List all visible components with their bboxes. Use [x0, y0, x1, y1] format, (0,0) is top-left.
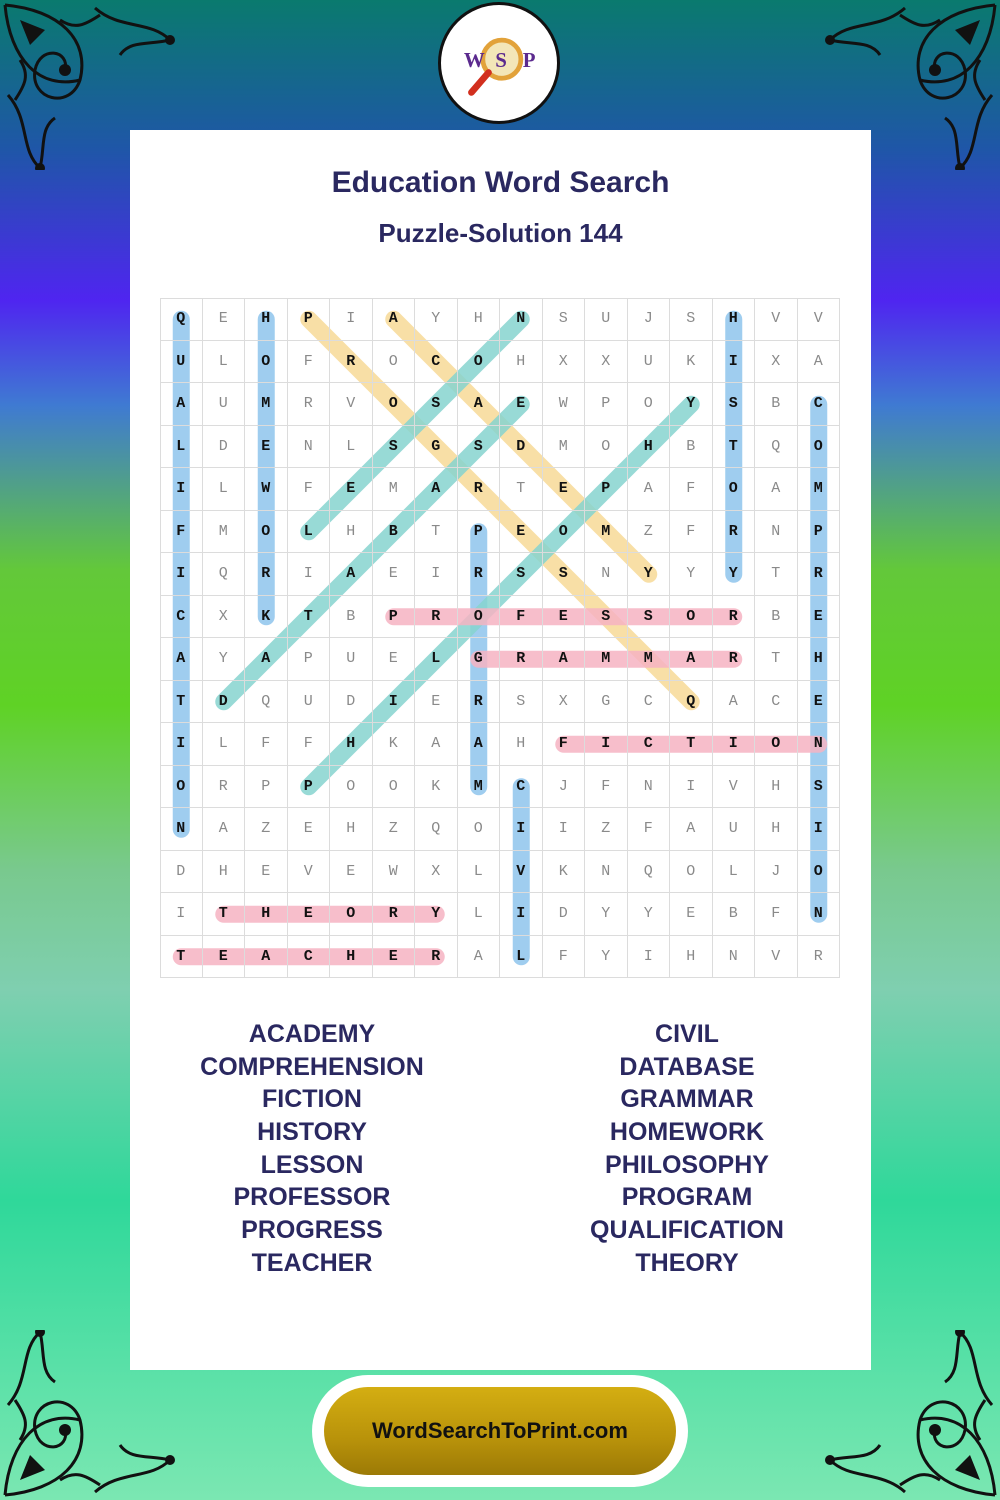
grid-cell: X — [203, 596, 246, 639]
grid-cell: H — [798, 638, 841, 681]
grid-cell: H — [628, 426, 671, 469]
grid-cell: F — [160, 511, 203, 554]
grid-cell: P — [585, 468, 628, 511]
grid-cell: R — [713, 511, 756, 554]
grid-cell: A — [160, 638, 203, 681]
grid-cell: N — [288, 426, 331, 469]
grid-cell: A — [245, 936, 288, 979]
grid-cell: N — [585, 553, 628, 596]
grid-cell: R — [373, 893, 416, 936]
grid-cell: H — [458, 298, 501, 341]
word-item: PROFESSOR — [233, 1183, 391, 1212]
grid-cell: G — [585, 681, 628, 724]
grid-cell: H — [330, 936, 373, 979]
grid-cell: F — [245, 723, 288, 766]
grid-cell: H — [670, 936, 713, 979]
grid-cell: M — [628, 638, 671, 681]
word-item: PHILOSOPHY — [605, 1150, 769, 1179]
grid-cell: M — [203, 511, 246, 554]
grid-cell: D — [330, 681, 373, 724]
grid-cell: E — [288, 808, 331, 851]
grid-cell: O — [755, 723, 798, 766]
word-item: CIVIL — [655, 1020, 719, 1048]
grid-cell: S — [415, 383, 458, 426]
page-subtitle: Puzzle-Solution 144 — [378, 218, 623, 248]
grid-cell: I — [160, 553, 203, 596]
grid-cell: S — [500, 553, 543, 596]
grid-cell: E — [500, 511, 543, 554]
grid-cell: M — [585, 511, 628, 554]
grid-cell: Y — [585, 936, 628, 979]
grid-cell: I — [288, 553, 331, 596]
grid-cell: P — [798, 511, 841, 554]
grid-cell: W — [373, 851, 416, 894]
grid-cell: A — [798, 341, 841, 384]
grid-cell: E — [543, 468, 586, 511]
grid-cell: H — [330, 808, 373, 851]
grid-cell: I — [713, 723, 756, 766]
grid-cell: B — [670, 426, 713, 469]
grid-cell: U — [628, 341, 671, 384]
grid-cell: D — [160, 851, 203, 894]
grid-cell: L — [458, 893, 501, 936]
grid-cell: O — [628, 383, 671, 426]
grid-cell: O — [798, 426, 841, 469]
grid-cell: N — [713, 936, 756, 979]
grid-cell: R — [458, 681, 501, 724]
grid-cell: J — [543, 766, 586, 809]
grid-cell: I — [798, 808, 841, 851]
grid-cell: F — [543, 936, 586, 979]
grid-cell: X — [415, 851, 458, 894]
grid-cell: K — [670, 341, 713, 384]
grid-cell: R — [458, 553, 501, 596]
grid-cell: H — [245, 893, 288, 936]
grid-cell: L — [330, 426, 373, 469]
grid-cell: R — [798, 936, 841, 979]
grid-cell: R — [500, 638, 543, 681]
grid-cell: R — [713, 596, 756, 639]
grid-cell: P — [288, 638, 331, 681]
word-item: FICTION — [262, 1085, 362, 1114]
grid-cell: B — [373, 511, 416, 554]
grid-cell: O — [330, 766, 373, 809]
grid-cell: E — [415, 681, 458, 724]
grid-cell: V — [330, 383, 373, 426]
grid-cell: N — [755, 511, 798, 554]
site-link-frame — [312, 1375, 688, 1487]
grid-cell: W — [543, 383, 586, 426]
grid-cell: E — [203, 936, 246, 979]
word-item: COMPREHENSION — [200, 1052, 424, 1081]
grid-cell: T — [415, 511, 458, 554]
grid-cell: U — [160, 341, 203, 384]
grid-cell: F — [288, 468, 331, 511]
grid-cell: T — [203, 893, 246, 936]
word-list-left — [112, 1018, 512, 1280]
grid-cell: L — [500, 936, 543, 979]
grid-cell: D — [203, 681, 246, 724]
site-link-button[interactable]: WordSearchToPrint.com — [324, 1387, 676, 1475]
grid-cell: O — [458, 341, 501, 384]
grid-cell: S — [798, 766, 841, 809]
grid-cell: V — [798, 298, 841, 341]
grid-cell: H — [330, 511, 373, 554]
grid-cell: Q — [670, 681, 713, 724]
grid-cell: H — [330, 723, 373, 766]
grid-cell: A — [458, 723, 501, 766]
grid-cell: U — [585, 298, 628, 341]
grid-cell: G — [458, 638, 501, 681]
grid-cell: E — [500, 383, 543, 426]
grid-cell: O — [160, 766, 203, 809]
word-item: DATABASE — [619, 1052, 755, 1081]
grid-cell: L — [713, 851, 756, 894]
grid-cell: I — [160, 468, 203, 511]
grid-cell: I — [373, 681, 416, 724]
grid-cell: A — [543, 638, 586, 681]
grid-cell: D — [500, 426, 543, 469]
grid-cell: B — [713, 893, 756, 936]
grid-cell: E — [203, 298, 246, 341]
grid-cell: S — [458, 426, 501, 469]
grid-cell: Q — [245, 681, 288, 724]
grid-cell: S — [373, 426, 416, 469]
grid-cell: G — [415, 426, 458, 469]
grid-cell: L — [203, 468, 246, 511]
grid-cell: H — [713, 298, 756, 341]
grid-cell: Q — [203, 553, 246, 596]
grid-cell: T — [755, 553, 798, 596]
word-item: HOMEWORK — [609, 1118, 765, 1147]
grid-cell: K — [543, 851, 586, 894]
grid-cell: O — [458, 808, 501, 851]
grid-cell: O — [798, 851, 841, 894]
grid-cell: S — [543, 298, 586, 341]
grid-cell: E — [798, 596, 841, 639]
page-title: Education Word Search — [331, 166, 670, 199]
grid-cell: N — [585, 851, 628, 894]
grid-cell: M — [543, 426, 586, 469]
grid-cell: C — [798, 383, 841, 426]
grid-cell: R — [415, 596, 458, 639]
grid-cell: W — [245, 468, 288, 511]
grid-cell: H — [755, 808, 798, 851]
grid-cell: R — [330, 341, 373, 384]
word-item: ACADEMY — [248, 1020, 376, 1048]
grid-cell: I — [585, 723, 628, 766]
wsp-logo — [438, 2, 560, 124]
grid-cell: N — [628, 766, 671, 809]
word-list-right — [487, 1018, 887, 1280]
grid-cell: K — [245, 596, 288, 639]
grid-cell: U — [288, 681, 331, 724]
grid-cell: T — [755, 638, 798, 681]
grid-cell: A — [203, 808, 246, 851]
grid-cell: F — [500, 596, 543, 639]
grid-cell: O — [245, 341, 288, 384]
grid-cell: X — [585, 341, 628, 384]
grid-cell: B — [755, 596, 798, 639]
grid-cell: N — [798, 723, 841, 766]
grid-cell: F — [543, 723, 586, 766]
grid-cell: A — [245, 638, 288, 681]
grid-cell: B — [330, 596, 373, 639]
grid-cell: U — [203, 383, 246, 426]
grid-cell: L — [415, 638, 458, 681]
grid-cell: M — [798, 468, 841, 511]
grid-cell: E — [288, 893, 331, 936]
grid-cell: O — [330, 893, 373, 936]
grid-cell: E — [543, 596, 586, 639]
grid-cell: C — [500, 766, 543, 809]
grid-cell: V — [713, 766, 756, 809]
grid-cell: F — [628, 808, 671, 851]
grid-cell: L — [458, 851, 501, 894]
grid-cell: H — [755, 766, 798, 809]
grid-cell: R — [245, 553, 288, 596]
letter-grid — [160, 298, 840, 978]
grid-cell: C — [160, 596, 203, 639]
grid-cell: U — [330, 638, 373, 681]
grid-cell: N — [798, 893, 841, 936]
grid-cell: O — [245, 511, 288, 554]
grid-cell: R — [415, 936, 458, 979]
grid-cell: Q — [755, 426, 798, 469]
grid-cell: Y — [415, 298, 458, 341]
word-item: GRAMMAR — [620, 1085, 754, 1114]
grid-cell: C — [288, 936, 331, 979]
grid-cell: Q — [415, 808, 458, 851]
grid-cell: A — [330, 553, 373, 596]
grid-cell: V — [500, 851, 543, 894]
grid-cell: A — [458, 936, 501, 979]
grid-cell: A — [373, 298, 416, 341]
grid-cell: M — [458, 766, 501, 809]
grid-cell: C — [628, 681, 671, 724]
grid-cell: F — [755, 893, 798, 936]
grid-cell: X — [543, 681, 586, 724]
grid-cell: Y — [628, 553, 671, 596]
grid-cell: A — [458, 383, 501, 426]
grid-cell: N — [500, 298, 543, 341]
grid-cell: A — [415, 723, 458, 766]
grid-cell: A — [713, 681, 756, 724]
grid-cell: Y — [585, 893, 628, 936]
grid-cell: L — [288, 511, 331, 554]
grid-cell: Y — [415, 893, 458, 936]
grid-cell: X — [543, 341, 586, 384]
grid-cell: Q — [628, 851, 671, 894]
grid-cell: P — [458, 511, 501, 554]
grid-cell: E — [373, 936, 416, 979]
grid-cell: H — [203, 851, 246, 894]
grid-cell: Y — [670, 553, 713, 596]
logo-letter-p: P — [522, 47, 536, 72]
grid-cell: I — [160, 893, 203, 936]
word-item: TEACHER — [251, 1248, 373, 1277]
grid-cell: R — [713, 638, 756, 681]
grid-cell: T — [670, 723, 713, 766]
grid-cell: S — [543, 553, 586, 596]
grid-cell: I — [500, 893, 543, 936]
grid-cell: S — [585, 596, 628, 639]
grid-cell: I — [543, 808, 586, 851]
word-item: QUALIFICATION — [590, 1216, 784, 1245]
grid-cell: V — [755, 936, 798, 979]
logo-letter-s: S — [495, 47, 507, 72]
grid-cell: V — [755, 298, 798, 341]
grid-cell: C — [415, 341, 458, 384]
grid-cell: E — [245, 426, 288, 469]
grid-cell: X — [755, 341, 798, 384]
grid-cell: I — [500, 808, 543, 851]
grid-cell: I — [628, 936, 671, 979]
grid-cell: L — [203, 723, 246, 766]
grid-cell: P — [288, 766, 331, 809]
grid-cell: P — [245, 766, 288, 809]
grid-cell: I — [713, 341, 756, 384]
grid-cell: E — [373, 638, 416, 681]
grid-cell: H — [500, 341, 543, 384]
grid-cell: O — [585, 426, 628, 469]
grid-cell: A — [628, 468, 671, 511]
grid-cell: A — [670, 638, 713, 681]
grid-cell: O — [670, 851, 713, 894]
grid-cell: T — [500, 468, 543, 511]
grid-cell: B — [755, 383, 798, 426]
grid-cell: C — [755, 681, 798, 724]
grid-cell: E — [373, 553, 416, 596]
grid-cell: C — [628, 723, 671, 766]
grid-cell: H — [245, 298, 288, 341]
grid-cell: M — [373, 468, 416, 511]
grid-cell: Y — [628, 893, 671, 936]
grid-cell: A — [755, 468, 798, 511]
grid-cell: E — [670, 893, 713, 936]
logo-letter-w: W — [463, 47, 485, 72]
grid-cell: O — [373, 341, 416, 384]
grid-cell: Z — [245, 808, 288, 851]
grid-cell: O — [458, 596, 501, 639]
grid-cell: I — [160, 723, 203, 766]
grid-cell: H — [500, 723, 543, 766]
grid-cell: E — [798, 681, 841, 724]
grid-cell: O — [373, 766, 416, 809]
grid-cell: U — [713, 808, 756, 851]
grid-cell: T — [160, 936, 203, 979]
grid-cell: J — [628, 298, 671, 341]
grid-cell: M — [585, 638, 628, 681]
word-item: PROGRESS — [241, 1216, 383, 1245]
grid-cell: T — [288, 596, 331, 639]
grid-cell: R — [458, 468, 501, 511]
grid-cell: D — [543, 893, 586, 936]
grid-cell: A — [670, 808, 713, 851]
grid-cell: O — [543, 511, 586, 554]
grid-cell: O — [670, 596, 713, 639]
grid-cell: Y — [670, 383, 713, 426]
grid-cell: R — [288, 383, 331, 426]
grid-cell: O — [373, 383, 416, 426]
grid-cell: F — [670, 511, 713, 554]
grid-cell: P — [288, 298, 331, 341]
grid-cell: T — [713, 426, 756, 469]
grid-cell: D — [203, 426, 246, 469]
grid-cell: L — [160, 426, 203, 469]
grid-cell: S — [628, 596, 671, 639]
grid-cell: I — [415, 553, 458, 596]
grid-cell: R — [798, 553, 841, 596]
grid-cell: K — [415, 766, 458, 809]
grid-cell: R — [203, 766, 246, 809]
grid-cell: I — [670, 766, 713, 809]
grid-cell: V — [288, 851, 331, 894]
word-item: PROGRAM — [621, 1183, 753, 1212]
grid-cell: Z — [628, 511, 671, 554]
grid-cell: P — [373, 596, 416, 639]
grid-cell: M — [245, 383, 288, 426]
grid-cell: O — [713, 468, 756, 511]
grid-cell: Z — [373, 808, 416, 851]
grid-cell: F — [670, 468, 713, 511]
grid-cell: E — [330, 468, 373, 511]
word-item: LESSON — [260, 1150, 364, 1179]
grid-cell: F — [288, 723, 331, 766]
grid-cell: E — [330, 851, 373, 894]
grid-cell: N — [160, 808, 203, 851]
word-item: THEORY — [635, 1248, 739, 1277]
grid-cell: Y — [713, 553, 756, 596]
grid-cell: S — [670, 298, 713, 341]
grid-cell: F — [585, 766, 628, 809]
grid-cell: F — [288, 341, 331, 384]
grid-cell: Y — [203, 638, 246, 681]
grid-cell: E — [245, 851, 288, 894]
grid-cell: A — [415, 468, 458, 511]
word-item: HISTORY — [257, 1118, 367, 1147]
grid-cell: P — [585, 383, 628, 426]
grid-cell: A — [160, 383, 203, 426]
grid-cell: S — [500, 681, 543, 724]
grid-cell: L — [203, 341, 246, 384]
grid-cell: S — [713, 383, 756, 426]
word-search-grid — [160, 298, 840, 978]
grid-cell: Z — [585, 808, 628, 851]
grid-cell: J — [755, 851, 798, 894]
grid-cell: I — [330, 298, 373, 341]
grid-cell: K — [373, 723, 416, 766]
grid-cell: T — [160, 681, 203, 724]
grid-cell: Q — [160, 298, 203, 341]
